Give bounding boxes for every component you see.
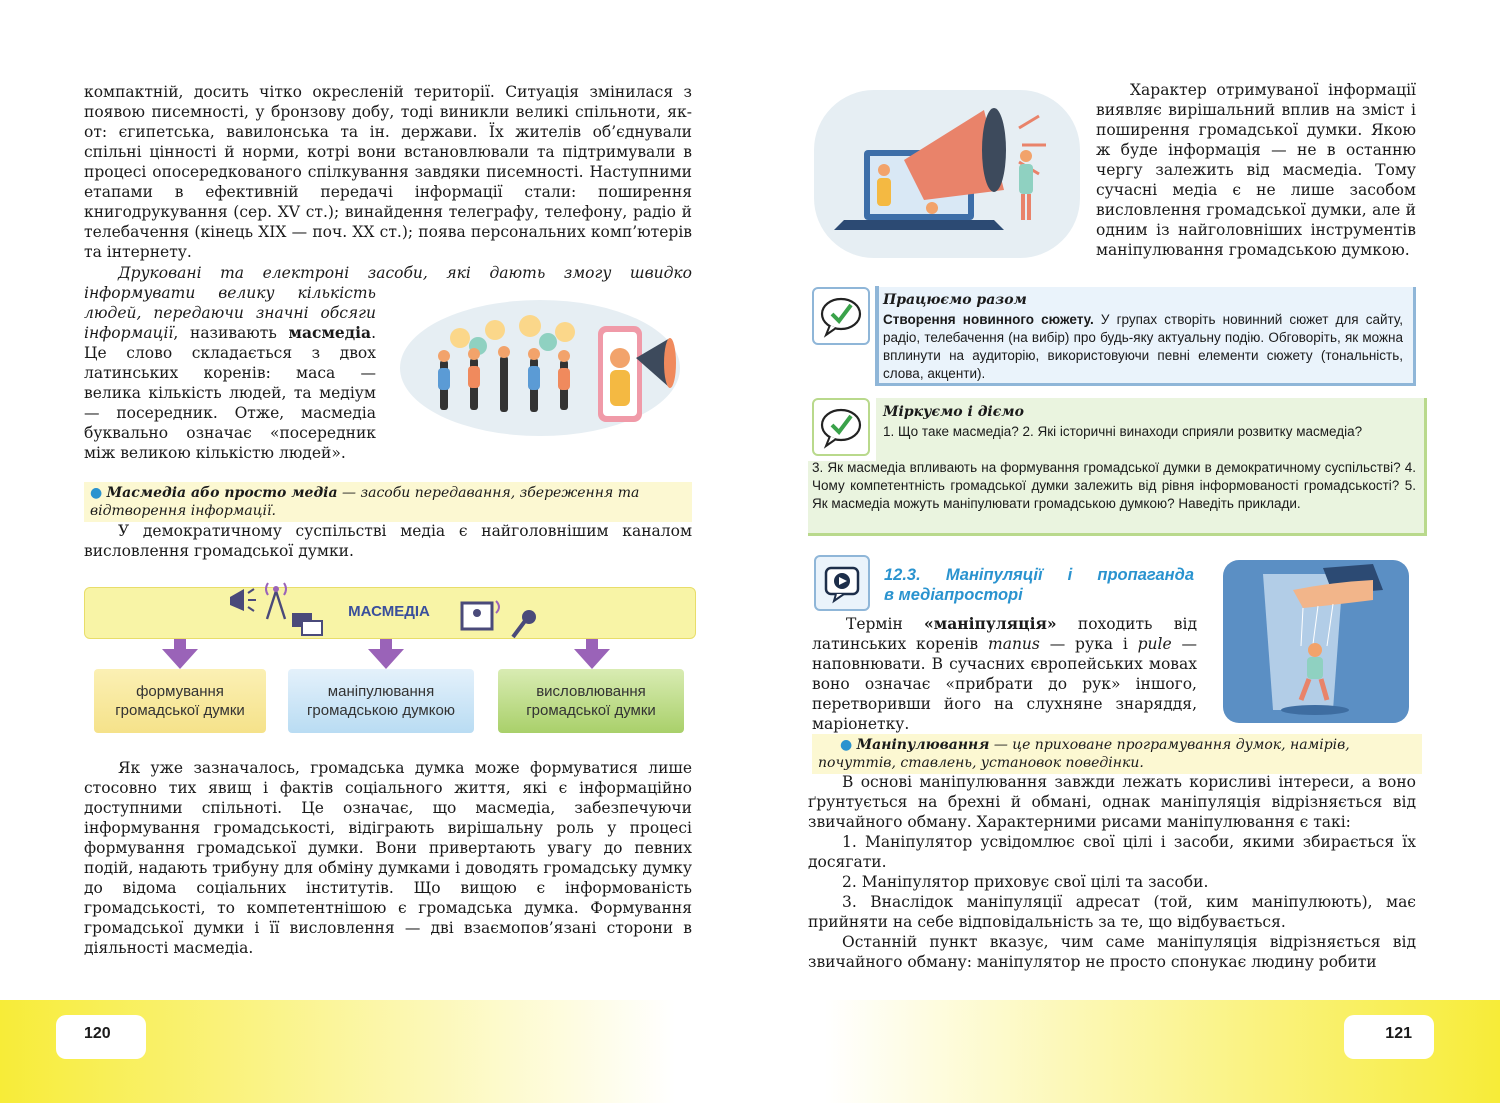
paragraph-public-opinion: Як уже зазначалось, громадська думка може формуватися лише стосовно тих явищ і фактів соціального життя, які є інформаційно доступними спільноті. Це означає, що масмедіа, забезпечуючи інформування громадськості, відіграють вирішальну роль у процесі формування громадської думки. Вони привертають увагу до певних подій, надають трибуну для обміну думками і доводять громадську думку до відома соціальних інститутів. Що вищою є інформованість громадськості, то компетентнішою є громадська думка. Формування громадської думки і її висловлення — дві взаємопов’язані сторони в діяльності масмедіа. [84, 759, 692, 957]
section-title: 12.3. Маніпуляції і пропаганда в медіапросторі [884, 566, 1194, 604]
paragraph-democratic: У демократичному суспільстві медіа є найголовнішим каналом висловлення громадської думки. [84, 522, 692, 560]
box-work-text: Створення новинного сюжету. У групах створіть новинний сюжет для сайту, радіо, телебачення (на вибір) про будь-яку актуальну подію. Обговоріть, як можна вплинути на аудиторію, використовуючи певні елементи сюжету (тональність, слова, акценти). [883, 312, 1403, 381]
megaphone-icon [222, 579, 262, 619]
list-item-3: 3. Внаслідок маніпуляції адресат (той, ким маніпулюють), має прийняти на себе відповідальність за те, що відбувається. [808, 893, 1416, 931]
definition-text: — засоби передавання, збереження та відтворення інформації. [90, 485, 640, 519]
page-number-left-tab [56, 1015, 146, 1059]
paragraph-last: Останній пункт вказує, чим саме маніпуляція відрізняється від звичайного обману: маніпулятор не просто спонукає людину робити [808, 933, 1416, 971]
chat-icon [290, 611, 324, 641]
play-video-icon[interactable] [814, 555, 870, 611]
check-bubble-icon [812, 398, 870, 456]
definition-term: Масмедіа або просто медіа [106, 485, 338, 501]
list-item-2: 2. Маніпулятор приховує свої цілі та засоби. [842, 873, 1209, 891]
puppet-manipulation-illustration [1223, 560, 1409, 723]
arrow-down-3 [574, 649, 610, 669]
page-number-left: 120 [84, 1025, 111, 1042]
megaphone-laptop-illustration [814, 90, 1080, 258]
page-number-right: 121 [1385, 1025, 1412, 1042]
footer-band [0, 1000, 1500, 1103]
bullet-icon: ● [840, 737, 853, 753]
page-number-right-tab [1344, 1015, 1434, 1059]
radio-tower-icon [259, 577, 293, 621]
diagram-center-label: МАСМЕДІА [348, 602, 430, 620]
box-work-together [812, 287, 1414, 385]
right-page [750, 0, 1500, 1103]
screen-icon [460, 597, 504, 633]
box-think-and-act [808, 398, 1426, 534]
definition-masmedia [84, 482, 692, 522]
diagram-box-manipulating: маніпулювання громадською думкою [288, 669, 474, 733]
term-manipulation: «маніпуляція» [924, 614, 1057, 633]
paragraph-term-manipulation: Термін «маніпуляція» походить від латинських коренів manus — рука і pule — наповнювати. В сучасних європейських мовах воно означає «прибрати до рук» іншого, перетворивши його на слухняне знаряддя, маріонетку. [812, 614, 1198, 733]
paragraph-media-definition: інформувати велику кількість людей, передаючи значні обсяги інформації, називають масмедіа. Це слово складається з двох латинських коренів: маса — велика кількість людей, та медіум — посередник. Отже, масмедіа буквально означає «посередник між великою кількістю людей». [84, 284, 376, 462]
check-bubble-icon [812, 287, 870, 345]
microphone-icon [509, 607, 539, 641]
definition-text: — це приховане програмування думок, намірів, почуттів, ставлень, установок поведінки. [818, 737, 1350, 771]
box-work-title: Працюємо разом [883, 292, 1027, 308]
definition-term: Маніпулювання [856, 737, 990, 753]
diagram-box-forming: формування громадської думки [94, 669, 266, 733]
box-think-title: Міркуємо і діємо [883, 404, 1024, 420]
masmedia-diagram [84, 587, 696, 742]
box-think-questions-3-5: 3. Як масмедіа впливають на формування громадської думки в демократичному суспільстві? 4. Чому компетентність громадської думки залежить від рівня інформованості громадськості? 5. Як масмедіа можуть маніпулювати громадською думкою? Наведіть приклади. [812, 460, 1416, 511]
crowd-megaphone-illustration [400, 298, 682, 438]
paragraph-basis: В основі маніпулювання завжди лежать корисливі інтереси, а воно ґрунтується на брехні й обмані, однак маніпуляція відрізняється від звичайного обману. Характерними рисами маніпулювання є такі: [808, 773, 1416, 831]
italic-phrase: інформувати велику кількість людей, передаючи значні обсяги інформації [84, 284, 376, 342]
diagram-box-expressing: висловлювання громадської думки [498, 669, 684, 733]
paragraph-information-character: Характер отримуваної інформації виявляє вирішальний вплив на зміст і поширення громадської думки. Якою ж буде інформація — не в останню чергу залежить від масмедіа. Тому сучасні медіа є не лише засобом висловлення громадської думки, але й одним із найголовніших інструментів маніпулювання громадською думкою. [1096, 81, 1416, 259]
paragraph-media-first-line: Друковані та електроні засоби, які дають змогу швидко [118, 264, 692, 282]
list-item-1: 1. Маніпулятор усвідомлює свої цілі і засоби, якими збирається їх досягати. [808, 833, 1416, 871]
definition-manipulation [812, 734, 1422, 774]
bullet-icon: ● [90, 485, 103, 501]
term-masmedia: масмедіа [288, 323, 372, 342]
arrow-down-2 [368, 649, 404, 669]
paragraph-intro: компактній, досить чітко окресленій території. Ситуація змінилася з появою писемності, у бронзову добу, тоді виникли великі спільноти, як-от: єгипетська, вавилонська та ін. держави. Їх жителів об’єднували спільні цінності й норми, котрі вони встановлювали та підтримували в процесі опосередкованого спілкування завдяки писемності. Наступними етапами в ефективній передачі інформації стали: поширення книгодрукування (сер. XV ст.); винайдення телеграфу, телефону, радіо й телебачення (кінець XIX — поч. XX ст.); поява персональних комп’ютерів та інтернету. [84, 83, 692, 261]
box-think-questions-1-2: 1. Що таке масмедіа? 2. Які історичні винаходи сприяли розвитку масмедіа? [883, 424, 1363, 439]
arrow-down-1 [162, 649, 198, 669]
